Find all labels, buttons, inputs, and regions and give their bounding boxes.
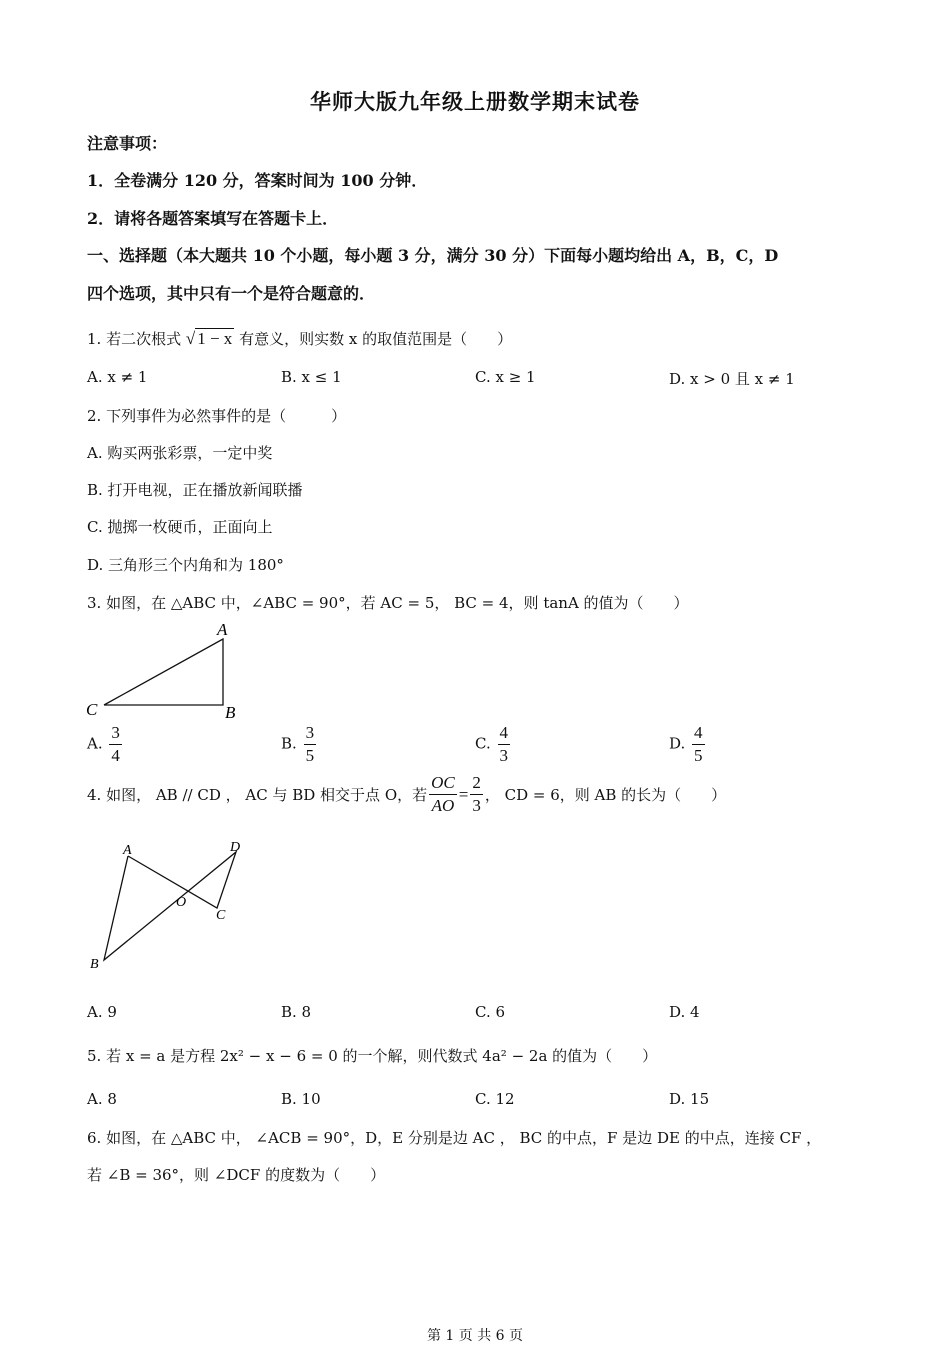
sqrt-symbol: √ bbox=[185, 329, 196, 348]
q1-option-a: A. x ≠ 1 bbox=[87, 368, 148, 386]
question-1-stem bbox=[87, 328, 512, 349]
fraction-numerator: 4 bbox=[692, 722, 705, 745]
fraction-numerator: 3 bbox=[109, 722, 122, 745]
q4-option-c: C. 6 bbox=[475, 1003, 506, 1021]
section-1-heading-cont: 四个选项，其中只有一个是符合题意的． bbox=[87, 284, 376, 303]
page-title: 华师大版九年级上册数学期末试卷 bbox=[310, 89, 640, 114]
fraction-denominator: 5 bbox=[694, 746, 703, 765]
q2-option-d: D. 三角形三个内角和为 180° bbox=[87, 556, 284, 574]
q2-option-b: B. 打开电视，正在播放新闻联播 bbox=[87, 481, 303, 499]
notes-item-1: 1．全卷满分 120 分，答案时间为 100 分钟． bbox=[87, 171, 428, 190]
q3-option-a bbox=[87, 722, 124, 767]
q4-stem-pre: 4. 如图， AB // CD ， AC 与 BD 相交于点 O，若 bbox=[87, 786, 428, 804]
q2-option-c: C. 抛掷一枚硬币，正面向上 bbox=[87, 518, 273, 536]
q4-label-a: A bbox=[123, 843, 132, 858]
q3-option-a-label: A. bbox=[87, 734, 103, 753]
fraction-denominator: 5 bbox=[305, 746, 315, 765]
question-6-stem: 6. 如图，在 △ABC 中， ∠ACB = 90°，D，E 分别是边 AC ， BC 的中点，F 是边 DE 的中点，连接 CF ， bbox=[87, 1129, 822, 1147]
q1-option-c: C. x ≥ 1 bbox=[475, 368, 536, 386]
q4-value-fraction bbox=[470, 772, 483, 817]
q3-option-c bbox=[475, 722, 512, 767]
q3-option-b-fraction bbox=[304, 722, 317, 767]
q1-stem-pre: 1. 若二次根式 bbox=[87, 330, 182, 348]
q3-option-c-fraction bbox=[498, 722, 511, 767]
q1-option-d: D. x > 0 且 x ≠ 1 bbox=[669, 370, 795, 388]
fraction-numerator: 4 bbox=[498, 722, 511, 745]
fraction-denominator: 3 bbox=[472, 796, 481, 815]
q4-label-c: C bbox=[216, 908, 226, 923]
q4-option-d: D. 4 bbox=[669, 1003, 700, 1021]
q5-option-b: B. 10 bbox=[281, 1090, 321, 1108]
fraction-denominator: 3 bbox=[499, 746, 508, 765]
q3-option-d bbox=[669, 722, 707, 767]
notes-item-2: 2．请将各题答案填写在答题卡上． bbox=[87, 209, 339, 228]
notes-heading: 注意事项： bbox=[87, 134, 168, 153]
q3-option-b bbox=[281, 722, 318, 767]
fraction-numerator: OC bbox=[429, 772, 457, 795]
q4-label-o: O bbox=[176, 895, 187, 910]
question-2-stem: 2. 下列事件为必然事件的是（ ） bbox=[87, 407, 347, 425]
q4-bowtie-figure bbox=[84, 834, 254, 974]
q1-option-b: B. x ≤ 1 bbox=[281, 368, 342, 386]
q3-option-b-label: B. bbox=[281, 734, 297, 753]
q3-option-c-label: C. bbox=[475, 734, 491, 753]
q4-label-d: D bbox=[230, 840, 241, 855]
fraction-numerator: 2 bbox=[470, 772, 483, 795]
q5-option-c: C. 12 bbox=[475, 1090, 515, 1108]
question-3-stem: 3. 如图，在 △ABC 中，∠ABC = 90°，若 AC = 5， BC = 4，则 tanA 的值为（ ） bbox=[87, 594, 689, 612]
question-4-stem bbox=[87, 772, 726, 817]
equals-sign: = bbox=[458, 784, 469, 804]
q5-option-d: D. 15 bbox=[669, 1090, 710, 1108]
q3-triangle-figure bbox=[80, 618, 250, 724]
q4-label-b: B bbox=[90, 957, 99, 972]
section-1-heading: 一、选择题（本大题共 10 个小题，每小题 3 分，满分 30 分）下面每小题均给出 A，B，C，D bbox=[87, 246, 779, 265]
q3-option-d-fraction bbox=[692, 722, 705, 767]
q4-stem-post: ， CD = 6，则 AB 的长为（ ） bbox=[484, 786, 727, 804]
q3-label-a: A bbox=[217, 620, 228, 639]
q3-option-a-fraction bbox=[109, 722, 122, 767]
q3-label-b: B bbox=[225, 703, 236, 722]
q4-ratio-fraction bbox=[429, 772, 457, 817]
q2-option-a: A. 购买两张彩票，一定中奖 bbox=[87, 444, 273, 462]
page-footer: 第 1 页 共 6 页 bbox=[426, 1328, 524, 1344]
fraction-denominator: 4 bbox=[111, 746, 120, 765]
question-5-stem: 5. 若 x = a 是方程 2x² − x − 6 = 0 的一个解，则代数式 4a² − 2a 的值为（ ） bbox=[87, 1047, 658, 1065]
question-6-stem-cont: 若 ∠B = 36°，则 ∠DCF 的度数为（ ） bbox=[87, 1166, 386, 1184]
q1-stem-post: 有意义，则实数 x 的取值范围是（ ） bbox=[239, 330, 513, 348]
fraction-denominator: AO bbox=[431, 796, 455, 815]
q4-option-b: B. 8 bbox=[281, 1003, 312, 1021]
q5-option-a: A. 8 bbox=[87, 1090, 117, 1108]
q1-radicand: 1 − x bbox=[197, 329, 233, 348]
q1-radical bbox=[186, 328, 234, 348]
q3-label-c: C bbox=[86, 700, 98, 719]
fraction-numerator: 3 bbox=[304, 722, 317, 745]
q3-option-d-label: D. bbox=[669, 734, 686, 753]
q4-option-a: A. 9 bbox=[87, 1003, 117, 1021]
